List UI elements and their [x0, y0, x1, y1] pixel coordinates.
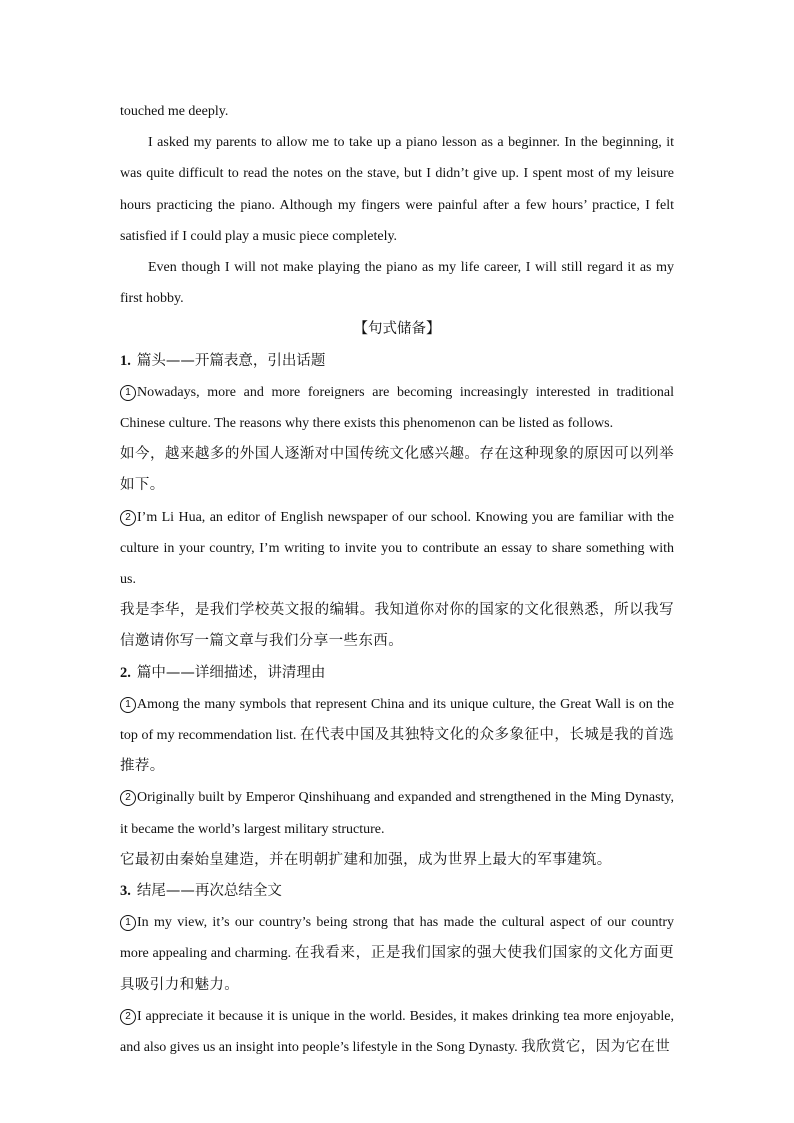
- sentence-chinese: 它最初由秦始皇建造，并在明朝扩建和加强，成为世界上最大的军事建筑。: [120, 851, 612, 868]
- sentence-english: In my view, it’s our country’s being strong that has made the cultural aspect of our country more appealing and charming.: [120, 915, 674, 962]
- group-number: 2.: [120, 664, 131, 681]
- sentence-item: [120, 502, 674, 596]
- group-heading-3: [120, 876, 674, 907]
- sentence-english: Among the many symbols that represent China and its unique culture, the Great Wall is on the top of my recommendation list.: [120, 696, 674, 744]
- sentence-chinese: 在代表中国及其独特文化的众多象征中，长城是我的首选推荐。: [120, 727, 675, 775]
- sentence-english: I appreciate it because it is unique in the world. Besides, it makes drinking tea more enjoyable, and also gives us an insight into people’s lifestyle in the Song Dynasty.: [120, 1008, 674, 1056]
- group-title: 结尾——再次总结全文: [136, 883, 282, 900]
- document-page: [120, 96, 674, 1063]
- circled-number-marker: 1: [120, 385, 136, 401]
- group-heading-1: [120, 346, 674, 377]
- sentence-item: [120, 907, 674, 1001]
- essay-paragraph-0: touched me deeply.: [120, 104, 229, 119]
- circled-number-marker: 2: [120, 790, 136, 806]
- sentence-item: [120, 377, 674, 439]
- sentence-item: [120, 782, 674, 844]
- sentence-chinese: 在我看来，正是我们国家的强大使我们国家的文化方面更具吸引力和魅力。: [120, 945, 675, 993]
- sentence-english: I’m Li Hua, an editor of English newspaper of our school. Knowing you are familiar with the culture in your country, I’m writing to invite you to contribute an essay to share something with us.: [120, 509, 674, 588]
- group-number: 3.: [120, 883, 131, 900]
- essay-paragraph-2: Even though I will not make playing the piano as my life career, I will still regard it as my first hobby.: [120, 260, 674, 307]
- sentence-english: Originally built by Emperor Qinshihuang and expanded and strengthened in the Ming Dynasty, it became the world’s largest military structure.: [120, 790, 674, 837]
- circled-number-marker: 2: [120, 1009, 136, 1025]
- sentence-english: Nowadays, more and more foreigners are becoming increasingly interested in traditional Chinese culture. The reasons why there exists this phenomenon can be listed as follows.: [120, 384, 674, 432]
- sentence-item: [120, 689, 674, 783]
- circled-number-marker: 1: [120, 697, 136, 713]
- sentence-chinese: 我欣赏它，因为它在世: [521, 1039, 671, 1056]
- sentence-item: [120, 1001, 674, 1063]
- section-title: 【句式储备】: [353, 321, 441, 338]
- group-number: 1.: [120, 352, 131, 369]
- sentence-chinese: 如今，越来越多的外国人逐渐对中国传统文化感兴趣。存在这种现象的原因可以列举如下。: [120, 446, 674, 494]
- essay-paragraph-1: I asked my parents to allow me to take up a piano lesson as a beginner. In the beginning, it was quite difficult to read the notes on the stave, but I didn’t give up. I spent most of my leisure hours practicing the piano. Although my fingers were painful after a few hours’ practice, I felt satisfied if I could play a music piece completely.: [120, 135, 674, 244]
- group-title: 篇中——详细描述，讲清理由: [136, 664, 326, 681]
- sentence-chinese: 我是李华，是我们学校英文报的编辑。我知道你对你的国家的文化很熟悉，所以我写信邀请你写一篇文章与我们分享一些东西。: [120, 602, 674, 650]
- circled-number-marker: 2: [120, 510, 136, 526]
- group-title: 篇头——开篇表意，引出话题: [136, 352, 326, 369]
- group-heading-2: [120, 658, 674, 689]
- circled-number-marker: 1: [120, 915, 136, 931]
